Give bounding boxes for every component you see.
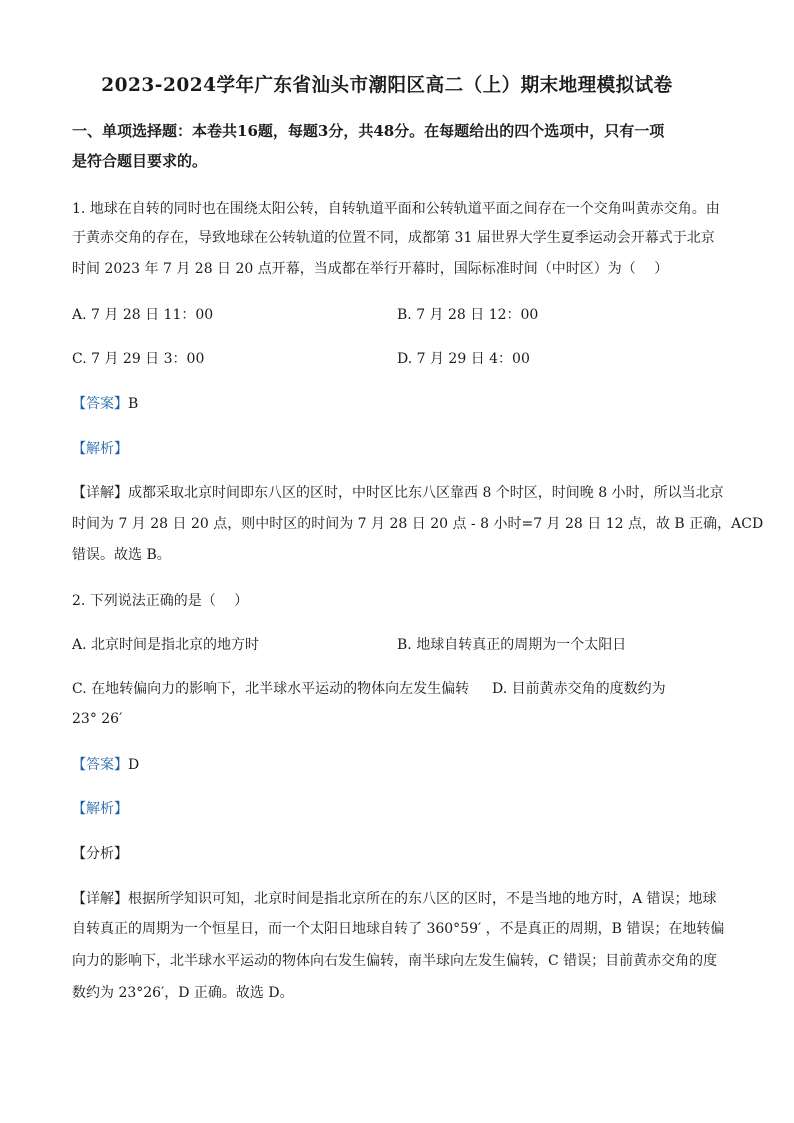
q1-answer-value: B [128, 396, 139, 412]
q2-option-b: B. 地球自转真正的周期为一个太阳日 [397, 637, 627, 653]
q1-option-d: D. 7 月 29 日 4：00 [397, 351, 530, 367]
q2-detail-line-3: 向力的影响下，北半球水平运动的物体向右发生偏转，南半球向左发生偏转，C 错误；目前黄赤交角的度 [72, 953, 718, 969]
q1-stem-line-2: 于黄赤交角的存在，导致地球在公转轨道的位置不同，成都第 31 届世界大学生夏季运动会开幕式于北京 [72, 230, 715, 246]
q1-answer-line [72, 395, 138, 413]
q2-detail-line-1 [72, 890, 717, 908]
q2-answer-value: D [128, 757, 140, 773]
q2-option-c: C. 在地转偏向力的影响下，北半球水平运动的物体向左发生偏转 [72, 681, 470, 697]
q1-option-c: C. 7 月 29 日 3：00 [72, 351, 205, 367]
q2-answer-line [72, 756, 139, 774]
q1-detail-line-1 [72, 484, 724, 502]
q2-analysis-line [72, 800, 128, 818]
q1-analysis-tag: 【解析】 [72, 441, 128, 457]
q1-stem-line-3: 时间 2023 年 7 月 28 日 20 点开幕，当成都在举行开幕时，国际标准时间（中时区）为（ ） [72, 261, 669, 277]
q2-option-d: D. 目前黄赤交角的度数约为 [492, 681, 666, 697]
q1-answer-tag: 【答案】 [72, 396, 128, 412]
q1-detail-line-3: 错误。故选 B。 [72, 547, 171, 563]
q2-detail-line-2: 自转真正的周期为一个恒星日，而一个太阳日地球自转了 360°59′ ，不是真正的周期，B 错误；在地转偏 [72, 921, 725, 937]
q2-fenxi-line: 【分析】 [72, 846, 128, 862]
q2-answer-tag: 【答案】 [72, 757, 128, 773]
q1-option-a: A. 7 月 28 日 11：00 [72, 307, 214, 323]
section-heading-line-1: 一、单项选择题：本卷共16题，每题3分，共48分。在每题给出的四个选项中，只有一项 [72, 122, 665, 140]
q1-detail-text-1: 成都采取北京时间即东八区的区时，中时区比东八区靠西 8 个时区，时间晚 8 小时，所以当北京 [128, 485, 724, 501]
q1-detail-tag: 【详解】 [72, 485, 128, 501]
q1-option-b: B. 7 月 28 日 12：00 [397, 307, 539, 323]
q2-analysis-tag: 【解析】 [72, 801, 128, 817]
q2-detail-tag: 【详解】 [72, 891, 128, 907]
q2-stem: 2. 下列说法正确的是（ ） [72, 593, 249, 609]
q1-stem-line-1: 1. 地球在自转的同时也在围绕太阳公转，自转轨道平面和公转轨道平面之间存在一个交角叫黄赤交角。由 [72, 201, 720, 217]
q1-analysis-line [72, 440, 128, 458]
q1-detail-line-2: 时间为 7 月 28 日 20 点，则中时区的时间为 7 月 28 日 20 点 - 8 小时=7 月 28 日 12 点，故 B 正确，ACD [72, 516, 764, 532]
section-heading-line-2: 是符合题目要求的。 [72, 152, 208, 170]
q2-detail-line-4: 数约为 23°26′，D 正确。故选 D。 [72, 985, 294, 1001]
document-title: 2023-2024学年广东省汕头市潮阳区高二（上）期末地理模拟试卷 [101, 74, 673, 96]
q2-detail-text-1: 根据所学知识可知，北京时间是指北京所在的东八区的区时，不是当地的地方时，A 错误；地球 [128, 891, 717, 907]
q2-option-a: A. 北京时间是指北京的地方时 [72, 637, 260, 653]
q2-option-d-continued: 23° 26′ [72, 711, 123, 727]
